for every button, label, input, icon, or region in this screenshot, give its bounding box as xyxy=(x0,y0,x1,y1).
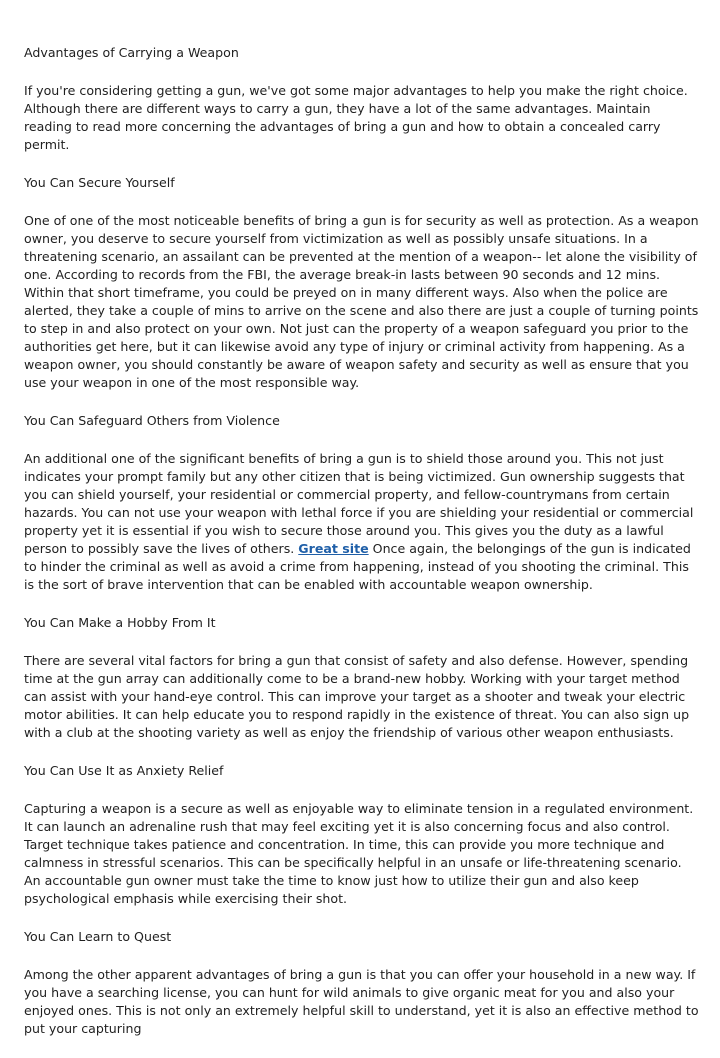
section-body-safeguard-others-part2: Once again, the belongings of the gun is indicated to hinder the criminal as well as avoid a crime from happening, instead of you shooting the criminal. This is the sort of brave intervention that can be enabled with accountable weapon ownership. xyxy=(24,541,691,592)
document-title: Advantages of Carrying a Weapon xyxy=(24,45,239,60)
section-heading-anxiety-relief: You Can Use It as Anxiety Relief xyxy=(24,763,224,778)
section-body-safeguard-others xyxy=(24,450,700,594)
section-body-anxiety-relief: Capturing a weapon is a secure as well as enjoyable way to eliminate tension in a regulated environment. It can launch an adrenaline rush that may feel exciting yet it is also concerning focus and also control. Target technique takes patience and concentration. In time, this can provide you more technique and calmness in stressful scenarios. This can be specifically helpful in an unsafe or life-threatening scenario. An accountable gun owner must take the time to know just how to utilize their gun and also keep psychological emphasis while exercising their shot. xyxy=(24,801,694,906)
section-body-secure-yourself: One of one of the most noticeable benefits of bring a gun is for security as well as protection. As a weapon owner, you deserve to secure yourself from victimization as well as possibly unsafe situations. In a threatening scenario, an assailant can be prevented at the mention of a weapon-- let alone the visibility of one. According to records from the FBI, the average break-in lasts between 90 seconds and 12 mins. Within that short timeframe, you could be preyed on in many different ways. Also when the police are alerted, they take a couple of mins to arrive on the scene and also there are just a couple of turning points to step in and also protect on your own. Not just can the property of a weapon safeguard you prior to the authorities get here, but it can likewise avoid any type of injury or criminal activity from happening. As a weapon owner, you should constantly be aware of weapon safety and security as well as ensure that you use your weapon in one of the most responsible way. xyxy=(24,213,699,390)
section-body-learn-to-quest: Among the other apparent advantages of bring a gun is that you can offer your household in a new way. If you have a searching license, you can hunt for wild animals to give organic meat for you and also your enjoyed ones. This is not only an extremely helpful skill to understand, yet it is also an effective method to put your capturing xyxy=(24,967,699,1036)
section-body-safeguard-others-part1: An additional one of the significant benefits of bring a gun is to shield those around you. This not just indicates your prompt family but any other citizen that is being victimized. Gun ownership suggests that you can shield yourself, your residential or commercial property, and fellow-countrymans from certain hazards. You can not use your weapon with lethal force if you are shielding your residential or commercial property yet it is essential if you wish to secure those around you. This gives you the duty as a lawful person to possibly save the lives of others. xyxy=(24,451,694,556)
section-heading-secure-yourself: You Can Secure Yourself xyxy=(24,175,175,190)
great-site-link[interactable]: Great site xyxy=(298,541,369,556)
section-heading-learn-to-quest: You Can Learn to Quest xyxy=(24,929,172,944)
document-body xyxy=(24,44,700,1058)
intro-paragraph: If you're considering getting a gun, we've got some major advantages to help you make the right choice. Although there are different ways to carry a gun, they have a lot of the same advantages. Maintain reading to read more concerning the advantages of bring a gun and how to obtain a concealed carry permit. xyxy=(24,83,688,152)
section-heading-hobby: You Can Make a Hobby From It xyxy=(24,615,216,630)
section-body-hobby: There are several vital factors for bring a gun that consist of safety and also defense. However, spending time at the gun array can additionally come to be a brand-new hobby. Working with your target method can assist with your hand-eye control. This can improve your target as a shooter and tweak your electric motor abilities. It can help educate you to respond rapidly in the existence of threat. You can also sign up with a club at the shooting variety as well as enjoy the friendship of various other weapon enthusiasts. xyxy=(24,653,690,740)
section-heading-safeguard-others: You Can Safeguard Others from Violence xyxy=(24,413,280,428)
